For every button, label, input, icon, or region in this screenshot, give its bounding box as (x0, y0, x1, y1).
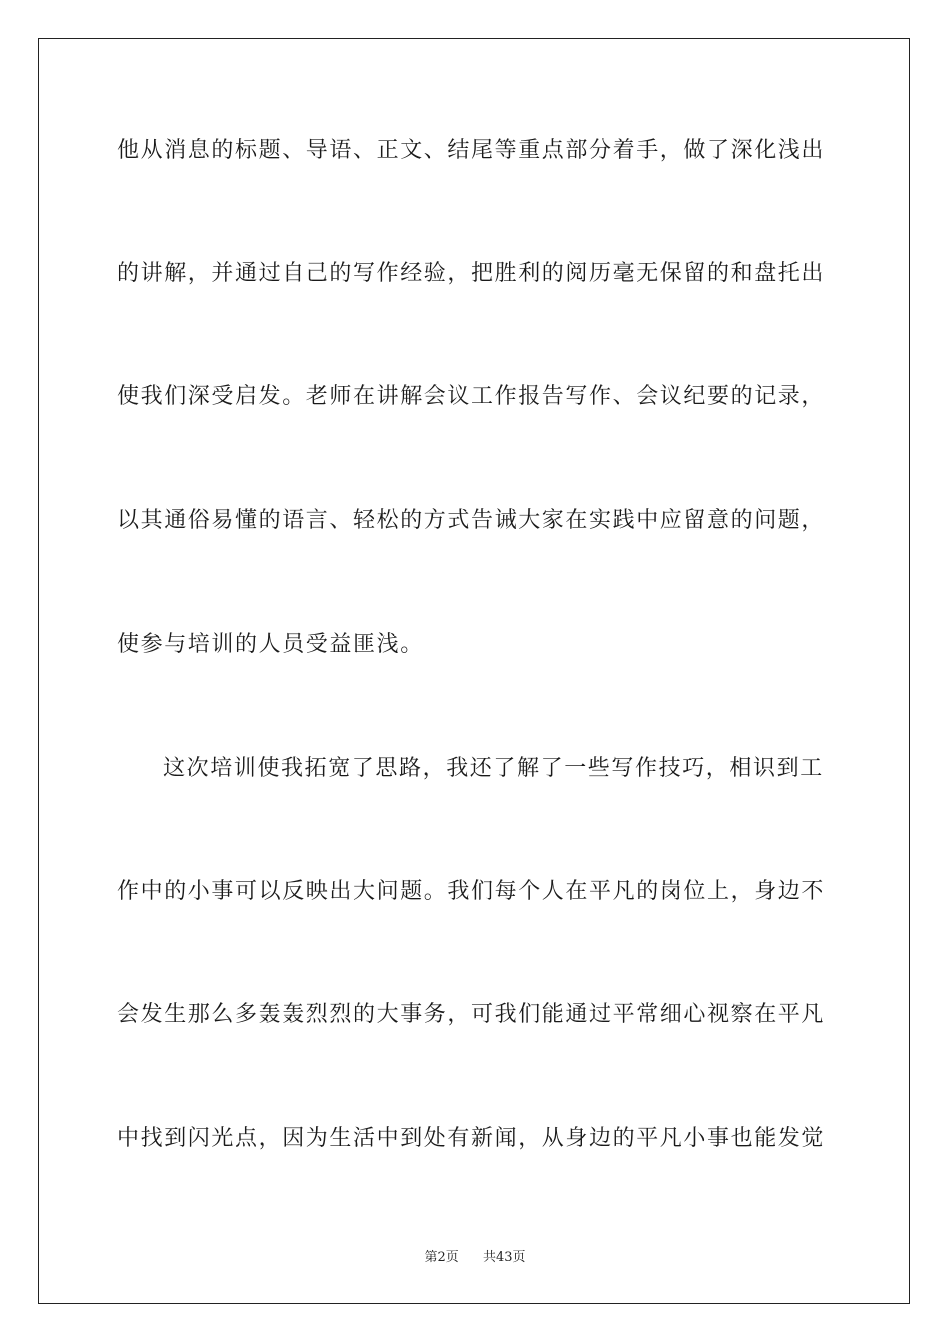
body-text-line: 以其通俗易懂的语言、轻松的方式告诫大家在实践中应留意的问题， (117, 508, 826, 533)
page-total: 共43页 (483, 1250, 526, 1265)
body-text-line: 作中的小事可以反映出大问题。我们每个人在平凡的岗位上，身边不 (117, 879, 826, 904)
page-border (38, 38, 910, 1304)
page-footer (0, 1246, 950, 1265)
body-text-line: 的讲解，并通过自己的写作经验，把胜利的阅历毫无保留的和盘托出 (117, 261, 826, 286)
body-text-line: 使参与培训的人员受益匪浅。 (117, 632, 424, 657)
body-text-line: 他从消息的标题、导语、正文、结尾等重点部分着手，做了深化浅出 (117, 138, 826, 163)
page-number: 第2页 (424, 1250, 459, 1265)
body-text-line: 使我们深受启发。老师在讲解会议工作报告写作、会议纪要的记录， (117, 384, 826, 409)
paragraph-first-line: 这次培训使我拓宽了思路，我还了解了一些写作技巧，相识到工 (163, 756, 824, 781)
body-text-line: 中找到闪光点，因为生活中到处有新闻，从身边的平凡小事也能发觉 (117, 1126, 826, 1151)
body-text-line: 会发生那么多轰轰烈烈的大事务，可我们能通过平常细心视察在平凡 (117, 1002, 826, 1027)
